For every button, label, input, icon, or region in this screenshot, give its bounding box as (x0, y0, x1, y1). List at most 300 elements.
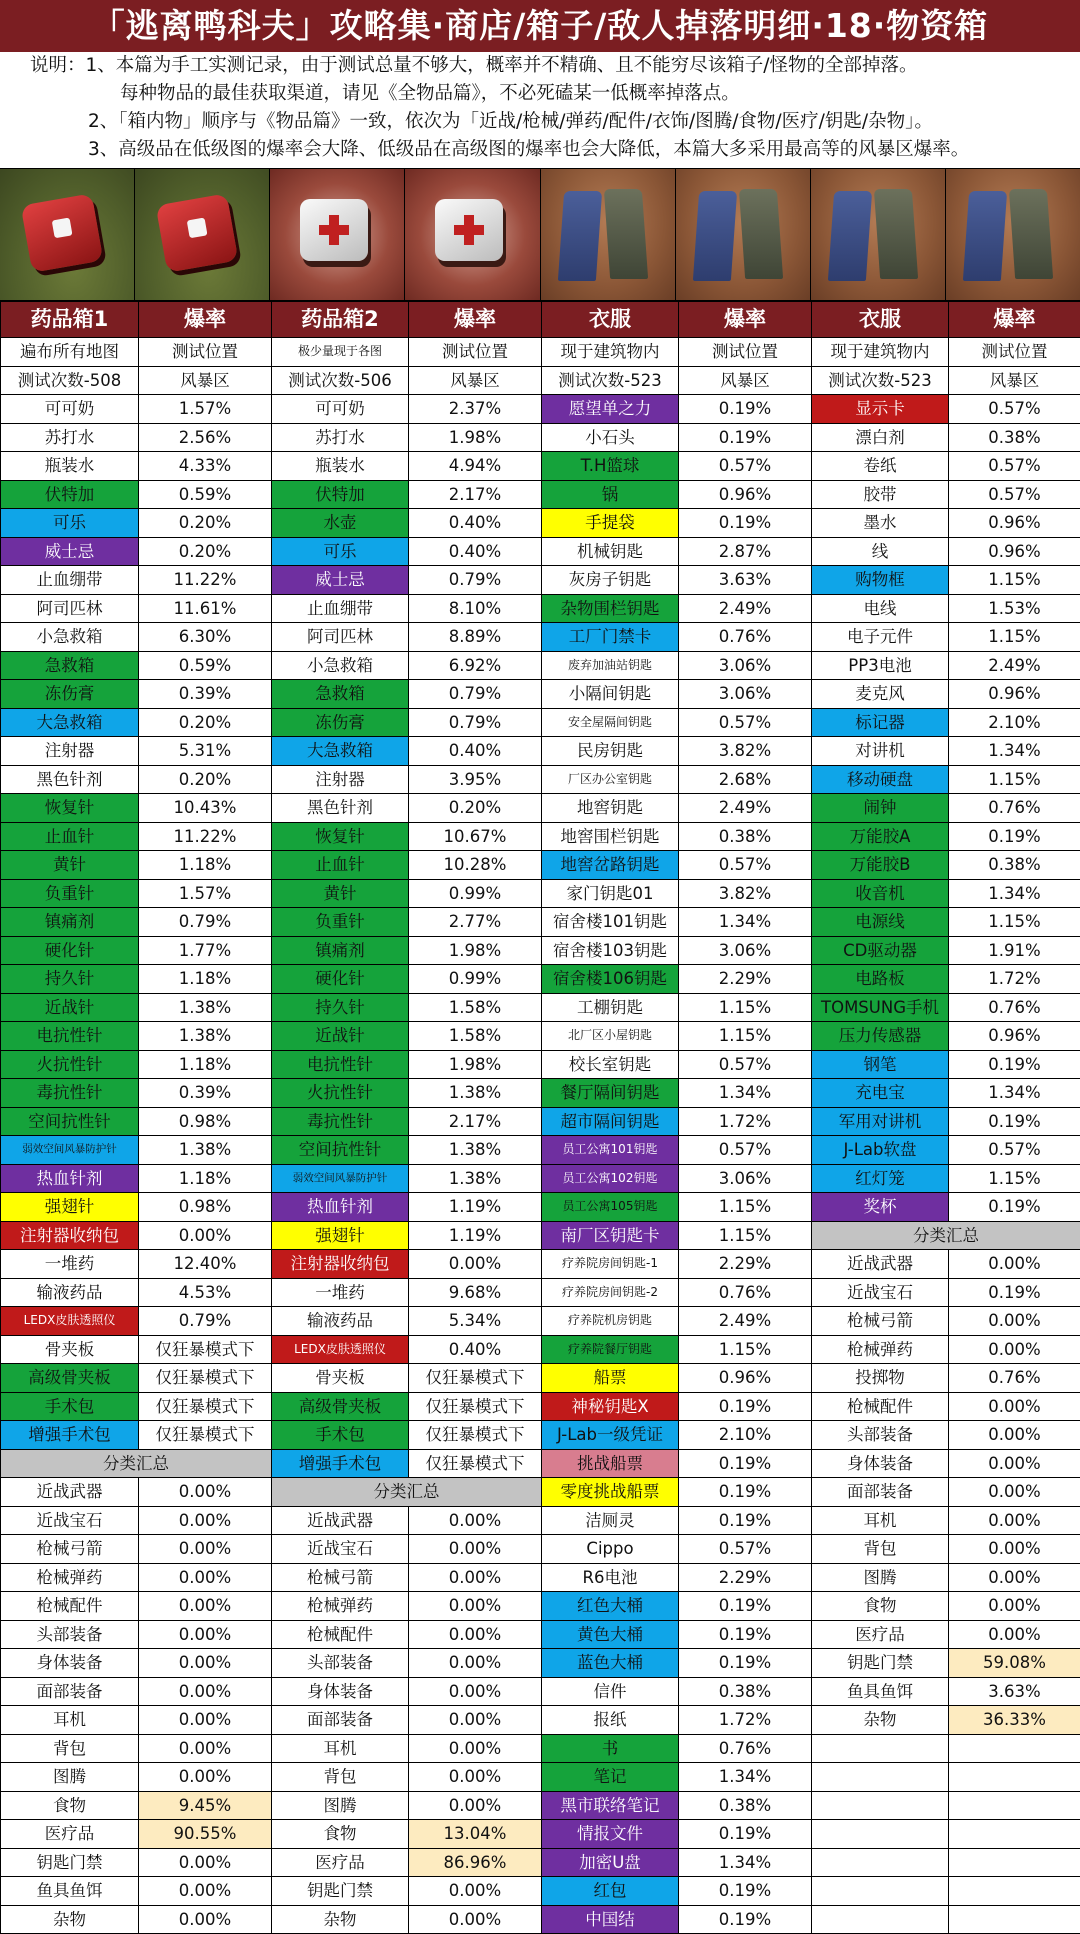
table-cell: 1.15% (949, 1164, 1080, 1193)
table-cell: 0.79% (409, 708, 542, 737)
table-cell: 3.63% (949, 1677, 1080, 1706)
table-cell: 0.00% (409, 1250, 542, 1279)
table-cell: 面部装备 (812, 1478, 949, 1507)
note-line-1: 说明：1、本篇为手工实测记录，由于测试总量不够大，概率并不精确、且不能穷尽该箱子/怪物的全部掉落。 (0, 52, 1080, 80)
table-cell: 止血针 (272, 851, 409, 880)
table-cell: 0.38% (679, 1791, 812, 1820)
table-cell: J-Lab一级凭证 (542, 1421, 679, 1450)
table-cell: 地窖岔路钥匙 (542, 851, 679, 880)
table-cell: 杂物 (1, 1905, 139, 1934)
table-cell: 近战针 (1, 993, 139, 1022)
table-cell: 机械钥匙 (542, 537, 679, 566)
table-cell: 胶带 (812, 480, 949, 509)
table-row (1, 1107, 1080, 1136)
table-row (1, 423, 1080, 452)
table-cell: 10.67% (409, 822, 542, 851)
table-cell: 枪械配件 (1, 1592, 139, 1621)
table-cell: 枪械配件 (272, 1620, 409, 1649)
table-row (1, 1392, 1080, 1421)
table-cell: 可乐 (1, 509, 139, 538)
table-cell: 输液药品 (272, 1307, 409, 1336)
table-cell: 0.00% (139, 1478, 272, 1507)
table-row (1, 794, 1080, 823)
table-cell: 疗养院房间钥匙-2 (542, 1278, 679, 1307)
table-cell: 0.00% (139, 1734, 272, 1763)
table-cell: 1.72% (679, 1706, 812, 1735)
table-cell: 小石头 (542, 423, 679, 452)
table-cell: 瓶装水 (272, 452, 409, 481)
table-cell: 测试位置 (949, 338, 1080, 367)
table-cell: 大急救箱 (272, 737, 409, 766)
table-cell: 0.00% (949, 1335, 1080, 1364)
table-cell: 镇痛剂 (272, 936, 409, 965)
table-cell: 万能胶B (812, 851, 949, 880)
table-row (1, 366, 1080, 395)
table-cell: 2.29% (679, 965, 812, 994)
table-row (1, 1221, 1080, 1250)
table-cell: 0.00% (409, 1905, 542, 1934)
table-cell: 1.18% (139, 1164, 272, 1193)
table-row (1, 537, 1080, 566)
table-cell: 4.53% (139, 1278, 272, 1307)
table-cell: 1.15% (949, 566, 1080, 595)
table-cell: 枪械弹药 (1, 1563, 139, 1592)
table-row (1, 594, 1080, 623)
table-cell: 0.00% (139, 1649, 272, 1678)
page-title: 「逃离鸭科夫」攻略集·商店/箱子/敌人掉落明细·18·物资箱 (0, 0, 1080, 52)
table-cell: 0.40% (409, 537, 542, 566)
table-cell: 0.79% (409, 566, 542, 595)
table-row (1, 708, 1080, 737)
table-cell: 1.72% (679, 1107, 812, 1136)
table-cell: 0.57% (949, 452, 1080, 481)
table-cell: 3.63% (679, 566, 812, 595)
table-cell: 0.20% (409, 794, 542, 823)
table-cell: 测试位置 (409, 338, 542, 367)
table-cell: 2.29% (679, 1563, 812, 1592)
table-row (1, 452, 1080, 481)
table-row (1, 509, 1080, 538)
red-medkit-icon (134, 168, 269, 301)
table-cell: 强翅针 (272, 1221, 409, 1250)
table-cell: 中国结 (542, 1905, 679, 1934)
table-cell: 信件 (542, 1677, 679, 1706)
table-cell: 1.53% (949, 594, 1080, 623)
header-cell: 爆率 (949, 302, 1080, 338)
table-cell: 0.19% (949, 1193, 1080, 1222)
table-cell: 0.57% (679, 1136, 812, 1165)
table-cell: 0.00% (139, 1848, 272, 1877)
category-summary-header: 分类汇总 (1, 1449, 272, 1478)
table-row (1, 879, 1080, 908)
table-row (1, 1079, 1080, 1108)
table-cell: 疗养院餐厅钥匙 (542, 1335, 679, 1364)
table-cell: 黑色针剂 (272, 794, 409, 823)
table-row (1, 1506, 1080, 1535)
table-cell (812, 1763, 949, 1792)
table-cell: 近战宝石 (1, 1506, 139, 1535)
table-cell: 员工公寓102钥匙 (542, 1164, 679, 1193)
table-cell: 电子元件 (812, 623, 949, 652)
table-cell: 风暴区 (409, 366, 542, 395)
table-cell: 12.40% (139, 1250, 272, 1279)
table-cell: Cippo (542, 1535, 679, 1564)
table-cell: 苏打水 (272, 423, 409, 452)
table-cell: 耳机 (812, 1506, 949, 1535)
table-cell: 手术包 (272, 1421, 409, 1450)
table-cell: 枪械弓箭 (272, 1563, 409, 1592)
table-cell: 3.95% (409, 765, 542, 794)
table-cell: 急救箱 (272, 680, 409, 709)
table-cell: 钥匙门禁 (812, 1649, 949, 1678)
table-cell: 枪械配件 (812, 1392, 949, 1421)
note-line-4: 3、高级品在低级图的爆率会大降、低级品在高级图的爆率也会大降低，本篇大多采用最高等的风暴区爆率。 (0, 136, 1080, 164)
table-cell: 0.00% (139, 1677, 272, 1706)
table-cell: 显示卡 (812, 395, 949, 424)
table-row (1, 1820, 1080, 1849)
table-cell: 书 (542, 1734, 679, 1763)
table-cell: 1.38% (139, 1136, 272, 1165)
table-cell: 餐厅隔间钥匙 (542, 1079, 679, 1108)
table-cell: 枪械弓箭 (1, 1535, 139, 1564)
table-cell: 1.58% (409, 993, 542, 1022)
table-cell: 0.39% (139, 1079, 272, 1108)
table-cell: 食物 (1, 1791, 139, 1820)
table-cell: 1.15% (679, 993, 812, 1022)
table-cell: 食物 (272, 1820, 409, 1849)
table-cell: 1.72% (949, 965, 1080, 994)
table-cell: 近战武器 (1, 1478, 139, 1507)
table-cell: 锅 (542, 480, 679, 509)
table-cell: 校长室钥匙 (542, 1050, 679, 1079)
table-cell: 小隔间钥匙 (542, 680, 679, 709)
table-row (1, 1620, 1080, 1649)
table-cell: 0.00% (139, 1221, 272, 1250)
table-cell: 止血绷带 (272, 594, 409, 623)
note-line-2: 每种物品的最佳获取渠道，请见《全物品篇》，不必死磕某一低概率掉落点。 (0, 80, 1080, 108)
table-cell: 漂白剂 (812, 423, 949, 452)
table-row (1, 1848, 1080, 1877)
table-row (1, 908, 1080, 937)
table-cell: 0.19% (679, 1649, 812, 1678)
table-cell: 2.77% (409, 908, 542, 937)
table-cell (949, 1734, 1080, 1763)
table-cell: 0.19% (679, 1392, 812, 1421)
table-cell (812, 1820, 949, 1849)
table-cell: 10.43% (139, 794, 272, 823)
header-cell: 衣服 (812, 302, 949, 338)
table-row (1, 1421, 1080, 1450)
header-cell: 衣服 (542, 302, 679, 338)
table-cell: 急救箱 (1, 651, 139, 680)
table-cell: 仅狂暴模式下 (409, 1364, 542, 1393)
table-row (1, 480, 1080, 509)
table-row (1, 765, 1080, 794)
table-cell: 工厂门禁卡 (542, 623, 679, 652)
table-cell: 0.00% (409, 1877, 542, 1906)
table-cell: 极少量现于各图 (272, 338, 409, 367)
table-cell: 1.18% (139, 851, 272, 880)
table-cell: J-Lab软盘 (812, 1136, 949, 1165)
table-cell: 苏打水 (1, 423, 139, 452)
table-cell: 8.10% (409, 594, 542, 623)
table-cell: 黄针 (1, 851, 139, 880)
table-cell: 阿司匹林 (1, 594, 139, 623)
table-cell: 强翅针 (1, 1193, 139, 1222)
table-cell (812, 1791, 949, 1820)
table-row (1, 1050, 1080, 1079)
table-cell: 线 (812, 537, 949, 566)
table-cell: 收音机 (812, 879, 949, 908)
table-cell: 0.57% (949, 1136, 1080, 1165)
table-cell: 1.57% (139, 395, 272, 424)
table-cell: 0.79% (139, 1307, 272, 1336)
table-cell: 头部装备 (1, 1620, 139, 1649)
table-cell: 86.96% (409, 1848, 542, 1877)
table-cell: 地窖围栏钥匙 (542, 822, 679, 851)
table-row (1, 1734, 1080, 1763)
table-row (1, 1677, 1080, 1706)
table-cell: 疗养院机房钥匙 (542, 1307, 679, 1336)
table-cell: 0.00% (949, 1449, 1080, 1478)
table-row (1, 1307, 1080, 1336)
header-cell: 爆率 (139, 302, 272, 338)
notes-section (0, 52, 1080, 168)
table-cell: 家门钥匙01 (542, 879, 679, 908)
table-cell: 1.38% (409, 1079, 542, 1108)
table-cell: 移动硬盘 (812, 765, 949, 794)
table-cell: 0.96% (949, 680, 1080, 709)
clothes-icon (810, 168, 945, 301)
table-cell: 1.34% (949, 737, 1080, 766)
table-cell: 6.30% (139, 623, 272, 652)
table-cell: 电线 (812, 594, 949, 623)
table-cell (949, 1877, 1080, 1906)
table-cell: 1.15% (949, 623, 1080, 652)
table-cell: 0.57% (949, 395, 1080, 424)
table-cell: 食物 (812, 1592, 949, 1621)
table-cell: 注射器收纳包 (272, 1250, 409, 1279)
table-cell: 3.06% (679, 651, 812, 680)
table-cell: 0.00% (949, 1421, 1080, 1450)
table-cell: 0.40% (409, 737, 542, 766)
table-cell: 持久针 (272, 993, 409, 1022)
table-cell: 现于建筑物内 (812, 338, 949, 367)
table-cell: 小急救箱 (1, 623, 139, 652)
table-cell: 测试次数-523 (812, 366, 949, 395)
table-cell: 仅狂暴模式下 (139, 1421, 272, 1450)
table-cell: 0.57% (679, 851, 812, 880)
table-cell: 0.96% (949, 537, 1080, 566)
table-row (1, 1535, 1080, 1564)
table-cell (949, 1791, 1080, 1820)
table-row (1, 1649, 1080, 1678)
table-cell: 2.49% (679, 794, 812, 823)
table-cell: 南厂区钥匙卡 (542, 1221, 679, 1250)
table-row (1, 822, 1080, 851)
table-cell: 0.00% (949, 1535, 1080, 1564)
table-cell: 恢复针 (272, 822, 409, 851)
table-cell: 背包 (1, 1734, 139, 1763)
table-cell: 测试位置 (679, 338, 812, 367)
table-cell: 0.19% (679, 1449, 812, 1478)
table-cell: 奖杯 (812, 1193, 949, 1222)
table-cell: 0.00% (139, 1563, 272, 1592)
table-cell: 枪械弹药 (272, 1592, 409, 1621)
table-row (1, 566, 1080, 595)
table-cell: 面部装备 (1, 1677, 139, 1706)
table-cell: 卷纸 (812, 452, 949, 481)
table-cell: 0.19% (679, 1592, 812, 1621)
table-cell: 0.00% (139, 1592, 272, 1621)
table-cell: 0.76% (679, 1278, 812, 1307)
table-cell: 身体装备 (1, 1649, 139, 1678)
table-cell: 0.00% (139, 1620, 272, 1649)
table-cell: 背包 (272, 1763, 409, 1792)
table-cell: 0.79% (409, 680, 542, 709)
table-cell: 5.34% (409, 1307, 542, 1336)
table-cell: 4.33% (139, 452, 272, 481)
table-cell: 0.00% (949, 1563, 1080, 1592)
table-cell: 员工公寓105钥匙 (542, 1193, 679, 1222)
table-cell: 空间抗性针 (272, 1136, 409, 1165)
table-cell: 0.19% (949, 1107, 1080, 1136)
table-cell: 0.00% (949, 1592, 1080, 1621)
table-cell: 手提袋 (542, 509, 679, 538)
table-cell: 0.00% (949, 1250, 1080, 1279)
table-cell: 1.58% (409, 1022, 542, 1051)
table-cell: 杂物围栏钥匙 (542, 594, 679, 623)
table-cell: 11.22% (139, 566, 272, 595)
table-cell: 0.20% (139, 708, 272, 737)
table-cell: 厂区办公室钥匙 (542, 765, 679, 794)
table-cell: 图腾 (812, 1563, 949, 1592)
table-cell: 钥匙门禁 (1, 1848, 139, 1877)
table-cell: 情报文件 (542, 1820, 679, 1849)
table-cell: 1.19% (409, 1193, 542, 1222)
table-cell: 员工公寓101钥匙 (542, 1136, 679, 1165)
table-cell: 恢复针 (1, 794, 139, 823)
table-row (1, 1563, 1080, 1592)
white-medkit-icon (404, 168, 539, 301)
table-cell: 2.49% (679, 1307, 812, 1336)
table-cell: 1.18% (139, 965, 272, 994)
table-cell: 黑色针剂 (1, 765, 139, 794)
table-cell: 购物框 (812, 566, 949, 595)
table-cell: 工棚钥匙 (542, 993, 679, 1022)
table-cell: PP3电池 (812, 651, 949, 680)
table-cell: 1.15% (679, 1193, 812, 1222)
table-cell: 2.17% (409, 480, 542, 509)
table-cell: 13.04% (409, 1820, 542, 1849)
table-cell: 0.00% (409, 1706, 542, 1735)
table-cell: 万能胶A (812, 822, 949, 851)
table-cell: 增强手术包 (272, 1449, 409, 1478)
header-cell: 药品箱1 (1, 302, 139, 338)
table-cell: 0.00% (949, 1506, 1080, 1535)
table-cell: 0.19% (679, 1506, 812, 1535)
table-cell: 威士忌 (1, 537, 139, 566)
table-cell: 杂物 (812, 1706, 949, 1735)
table-cell: 毒抗性针 (1, 1079, 139, 1108)
table-cell: 灰房子钥匙 (542, 566, 679, 595)
table-row (1, 1193, 1080, 1222)
clothes-icon (675, 168, 810, 301)
table-cell: 0.98% (139, 1107, 272, 1136)
table-row (1, 1791, 1080, 1820)
table-cell: 1.57% (139, 879, 272, 908)
table-cell: 0.00% (409, 1763, 542, 1792)
table-cell: 增强手术包 (1, 1421, 139, 1450)
table-cell: 阿司匹林 (272, 623, 409, 652)
table-row (1, 936, 1080, 965)
table-cell: 止血绷带 (1, 566, 139, 595)
table-row (1, 851, 1080, 880)
table-cell: 止血针 (1, 822, 139, 851)
category-summary-header: 分类汇总 (272, 1478, 542, 1507)
red-medkit-icon (0, 168, 134, 301)
table-cell: 0.00% (409, 1563, 542, 1592)
table-cell: 愿望单之力 (542, 395, 679, 424)
table-cell: 一堆药 (1, 1250, 139, 1279)
table-cell: 鱼具鱼饵 (812, 1677, 949, 1706)
loot-table (0, 301, 1080, 1934)
table-cell: 59.08% (949, 1649, 1080, 1678)
table-cell: 背包 (812, 1535, 949, 1564)
table-cell: 0.79% (139, 908, 272, 937)
table-cell: 充电宝 (812, 1079, 949, 1108)
table-cell: 近战武器 (272, 1506, 409, 1535)
table-row (1, 1335, 1080, 1364)
table-cell: 0.57% (679, 1535, 812, 1564)
table-cell: 伏特加 (1, 480, 139, 509)
table-cell: LEDX皮肤透照仪 (272, 1335, 409, 1364)
table-cell: 墨水 (812, 509, 949, 538)
table-cell: 0.00% (949, 1307, 1080, 1336)
table-cell: 1.18% (139, 1050, 272, 1079)
table-cell: 0.00% (949, 1478, 1080, 1507)
table-cell: 测试次数-523 (542, 366, 679, 395)
table-cell: 冻伤膏 (272, 708, 409, 737)
table-cell: 身体装备 (812, 1449, 949, 1478)
table-cell: 钥匙门禁 (272, 1877, 409, 1906)
table-cell: T.H篮球 (542, 452, 679, 481)
table-cell: 0.96% (949, 1022, 1080, 1051)
table-cell: 0.59% (139, 480, 272, 509)
table-cell (949, 1763, 1080, 1792)
table-cell: 0.00% (139, 1763, 272, 1792)
table-cell: 电抗性针 (272, 1050, 409, 1079)
table-cell: 0.19% (679, 1905, 812, 1934)
table-row (1, 1164, 1080, 1193)
table-cell: 伏特加 (272, 480, 409, 509)
table-row (1, 965, 1080, 994)
table-cell (949, 1848, 1080, 1877)
table-cell: LEDX皮肤透照仪 (1, 1307, 139, 1336)
table-cell: 头部装备 (272, 1649, 409, 1678)
table-cell: 宿舍楼101钥匙 (542, 908, 679, 937)
table-cell: 9.68% (409, 1278, 542, 1307)
table-cell: 高级骨夹板 (272, 1392, 409, 1421)
table-row (1, 395, 1080, 424)
table-cell: 36.33% (949, 1706, 1080, 1735)
category-summary-header: 分类汇总 (812, 1221, 1080, 1250)
table-cell: 风暴区 (139, 366, 272, 395)
table-cell: 0.96% (679, 1364, 812, 1393)
table-cell: TOMSUNG手机 (812, 993, 949, 1022)
table-cell: 0.76% (949, 1364, 1080, 1393)
table-cell: 0.19% (679, 1478, 812, 1507)
